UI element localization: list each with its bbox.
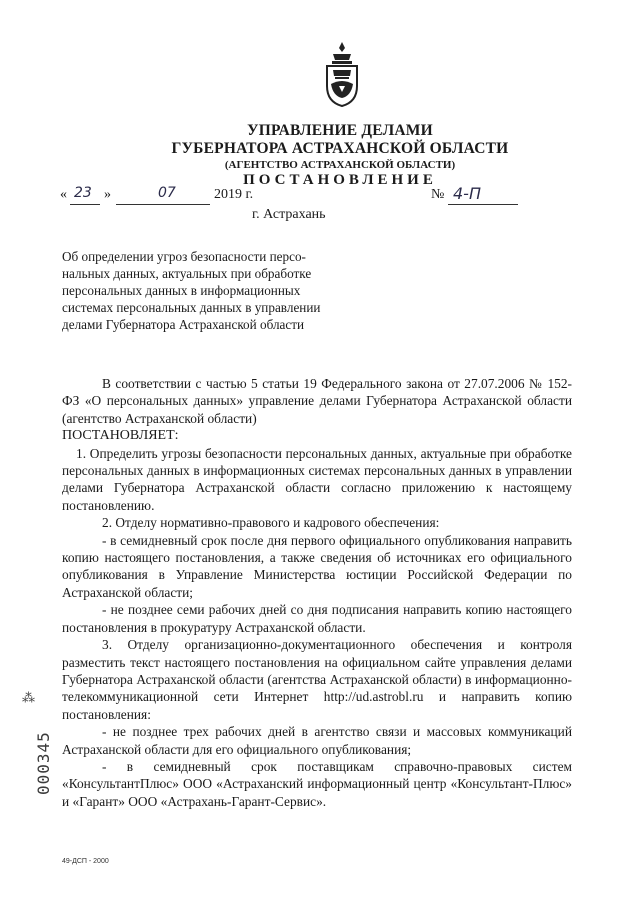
subject-line: персональных данных в информационных [62, 283, 301, 298]
document-type-title: ПОСТАНОВЛЕНИЕ [243, 172, 437, 188]
date-month: 07 [158, 185, 176, 201]
date-day: 23 [74, 185, 92, 201]
form-code: 49-ДСП - 2000 [62, 858, 109, 865]
subject-line: нальных данных, актуальных при обработке [62, 266, 312, 281]
document-body [62, 375, 572, 810]
registration-stamp [4, 715, 53, 795]
date-open-quote: « [60, 187, 67, 202]
item-2b: - не позднее семи рабочих дней со дня подписания направить копию настоящего постановления в прокуратуру Астраханской области. [62, 602, 572, 635]
subject-line: Об определении угроз безопасности персо- [62, 249, 306, 264]
number-prefix: № [431, 187, 445, 202]
coat-of-arms-emblem [323, 40, 361, 108]
subject-line: системах персональных данных в управлении [62, 300, 321, 315]
org-name-line3: (АГЕНТСТВО АСТРАХАНСКОЙ ОБЛАСТИ) [224, 159, 456, 171]
item-2: 2. Отделу нормативно-правового и кадрового обеспечения: [102, 515, 440, 531]
date-close-quote: » [104, 187, 111, 202]
number-underline [448, 204, 518, 205]
city: г. Астрахань [252, 207, 326, 222]
date-day-underline [70, 204, 100, 205]
date-month-underline [116, 204, 210, 205]
document-subject [62, 248, 352, 333]
item-1: 1. Определить угрозы безопасности персональных данных, актуальные при обработке персональных данных в информационных системах персональных данных в управлении делами Губернатора Астраханской области согласно приложению к настоящему постановлению. [62, 445, 572, 513]
intro-paragraph: В соответствии с частью 5 статьи 19 Федерального закона от 27.07.2006 № 152-ФЗ «О персональных данных» управление делами Губернатора Астраханской области (агентство Астраханской области) [62, 376, 572, 426]
item-2a: - в семидневный срок после дня первого официального опубликования направить копию настоящего постановления, а также сведения об источниках его официального опубликования в Управление Министерства юстиции Российской Федерации по Астраханской области; [62, 532, 572, 600]
document-number: 4-П [453, 184, 481, 203]
org-name-line2: ГУБЕРНАТОРА АСТРАХАНСКОЙ ОБЛАСТИ [171, 140, 509, 157]
item-3b: - в семидневный срок поставщикам справочно-правовых систем «КонсультантПлюс» ООО «Астраханский информационный центр «Консультант-Плюс» и «Гарант» ООО «Астрахань-Гарант-Сервис». [62, 758, 572, 809]
stamp-number: 000345 [34, 731, 53, 795]
date-year: 2019 г. [214, 187, 254, 202]
stamp-mark-icon: ⁂ [22, 690, 35, 705]
subject-line: делами Губернатора Астраханской области [62, 317, 305, 332]
org-name-line1: УПРАВЛЕНИЕ ДЕЛАМИ [247, 122, 433, 139]
resolves-heading: ПОСТАНОВЛЯЕТ: [62, 428, 179, 444]
item-3a: - не позднее трех рабочих дней в агентство связи и массовых коммуникаций Астраханской области для его официального опубликования; [62, 724, 572, 757]
date-number-line [60, 184, 600, 207]
item-3: 3. Отделу организационно-документационного обеспечения и контроля разместить текст настоящего постановления на официальном сайте управления делами Губернатора Астраханской области (агентства Астраханской области) в информационно-телекоммуникационной сети Интернет http://ud.astrobl.ru и направить копию постановления: [62, 637, 572, 722]
